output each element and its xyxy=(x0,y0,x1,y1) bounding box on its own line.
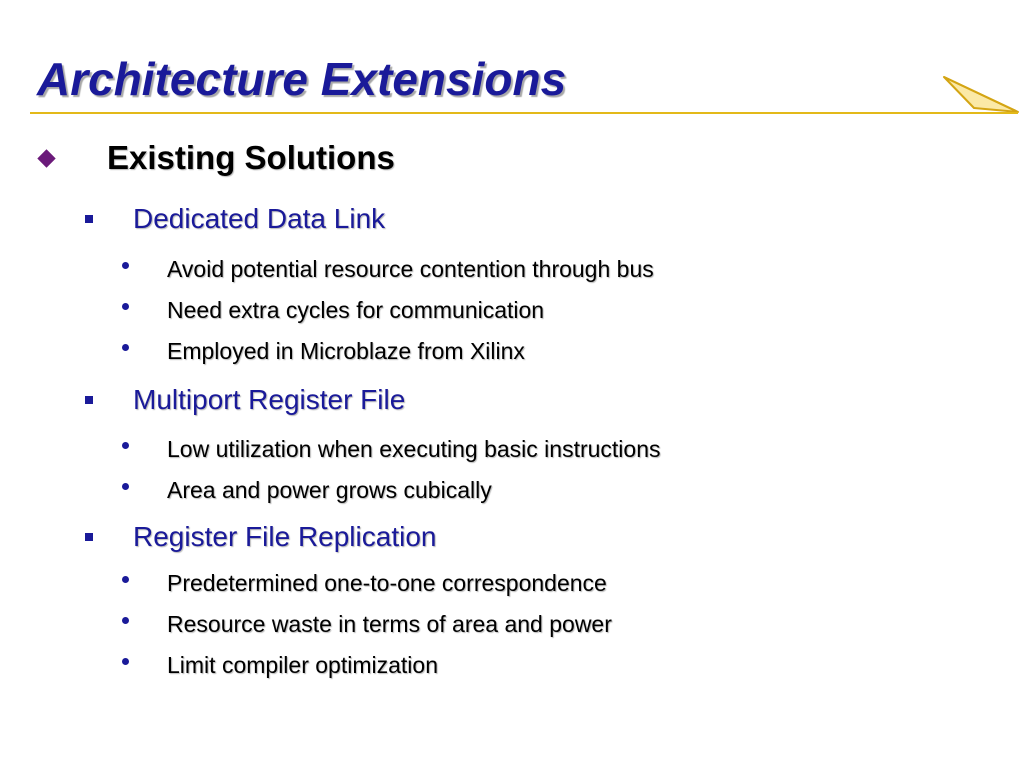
blue-square-icon xyxy=(85,396,93,404)
bullet-dot-icon xyxy=(122,262,129,269)
bullet-dot-icon xyxy=(122,303,129,310)
slide-title: Architecture Extensions xyxy=(37,53,567,105)
list-item-text: Limit compiler optimization xyxy=(167,652,438,678)
list-item-text: Predetermined one-to-one correspondence xyxy=(167,570,607,596)
bullet-dot-icon xyxy=(122,483,129,490)
purple-diamond-icon xyxy=(37,149,55,167)
bullet-dot-icon xyxy=(122,658,129,665)
list-item-text: Employed in Microblaze from Xilinx xyxy=(167,338,525,364)
list-item-text: Resource waste in terms of area and power xyxy=(167,611,612,637)
bullet-dot-icon xyxy=(122,576,129,583)
list-item-text: Avoid potential resource contention through bus xyxy=(167,256,654,282)
blue-square-icon xyxy=(85,215,93,223)
list-item-text: Low utilization when executing basic instructions xyxy=(167,436,661,462)
section-label: Multiport Register File xyxy=(133,384,406,415)
bullet-dot-icon xyxy=(122,344,129,351)
heading-text: Existing Solutions xyxy=(107,139,395,176)
bullet-dot-icon xyxy=(122,442,129,449)
bullet-dot-icon xyxy=(122,617,129,624)
section-label: Register File Replication xyxy=(133,521,437,552)
list-item-text: Area and power grows cubically xyxy=(167,477,492,503)
section-label: Dedicated Data Link xyxy=(133,203,386,234)
title-underline xyxy=(30,112,1018,114)
blue-square-icon xyxy=(85,533,93,541)
list-item-text: Need extra cycles for communication xyxy=(167,297,545,323)
